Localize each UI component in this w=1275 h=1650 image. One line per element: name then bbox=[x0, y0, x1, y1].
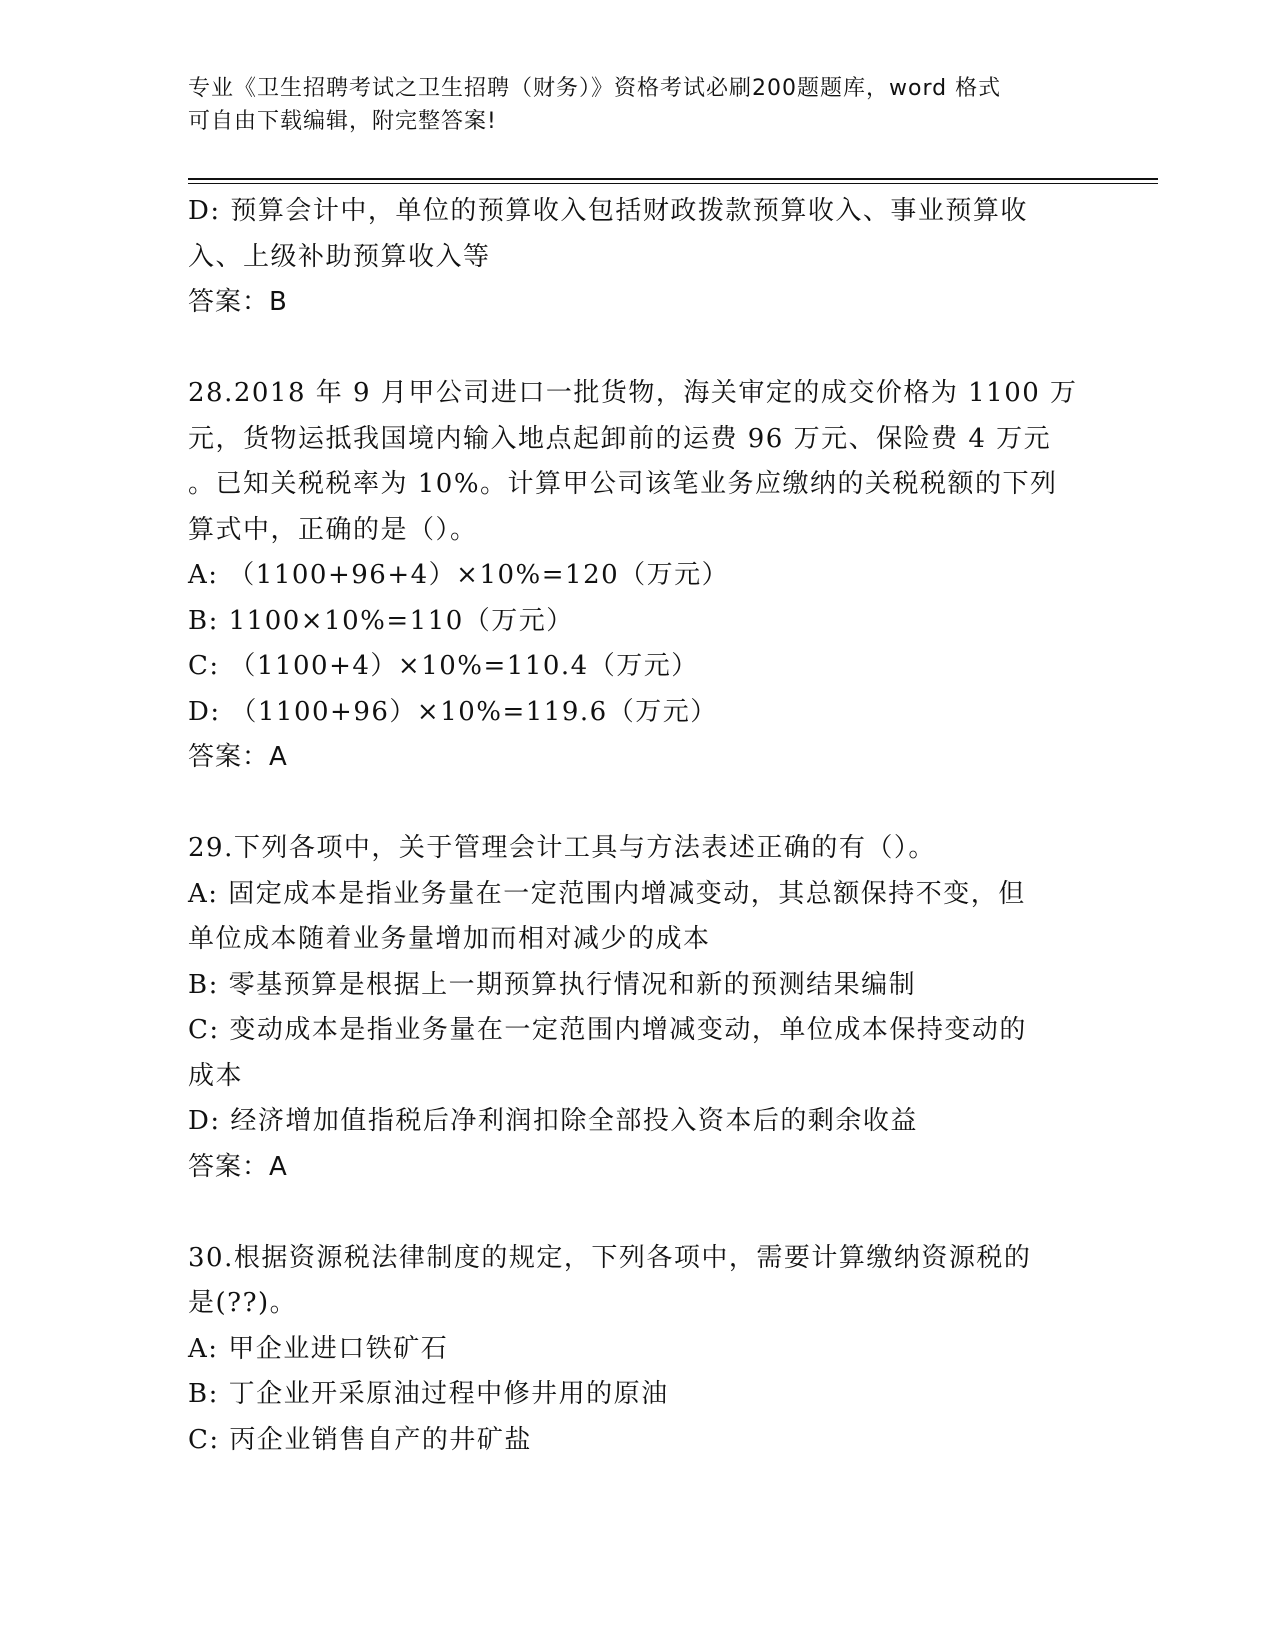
document-body bbox=[188, 189, 1088, 1463]
spacer bbox=[188, 781, 1088, 827]
option-b: B: 1100×10%=110（万元） bbox=[188, 605, 574, 636]
question-stem: 29.下列各项中，关于管理会计工具与方法表述正确的有（）。 bbox=[188, 833, 936, 863]
question-29 bbox=[188, 826, 1088, 1190]
question-27-tail bbox=[188, 189, 1088, 326]
header-line-1: 专业《卫生招聘考试之卫生招聘（财务）》资格考试必刷200题题库，word 格式 bbox=[188, 76, 1002, 101]
spacer bbox=[188, 1190, 1088, 1236]
option-b: B: 零基预算是根据上一期预算执行情况和新的预测结果编制 bbox=[188, 969, 917, 1000]
option-a: A: 甲企业进口铁矿石 bbox=[188, 1333, 449, 1364]
option-a-line-1: A: 固定成本是指业务量在一定范围内增减变动，其总额保持不变，但 bbox=[188, 878, 1026, 909]
option-b: B: 丁企业开采原油过程中修井用的原油 bbox=[188, 1379, 669, 1409]
option-d-line-1: D: 预算会计中，单位的预算收入包括财政拨款预算收入、事业预算收 bbox=[188, 196, 1028, 226]
option-a-line-2: 单位成本随着业务量增加而相对减少的成本 bbox=[188, 924, 711, 954]
answer-line: 答案：A bbox=[188, 742, 288, 772]
spacer bbox=[188, 326, 1088, 372]
header-rule-thick bbox=[188, 178, 1158, 180]
question-stem-line-2: 是(??)。 bbox=[188, 1288, 298, 1318]
option-d-line-2: 入、上级补助预算收入等 bbox=[188, 241, 491, 272]
header-rule-thin bbox=[188, 183, 1158, 184]
question-stem-line-3: 。已知关税税率为 10%。计算甲公司该笔业务应缴纳的关税税额的下列 bbox=[188, 469, 1058, 499]
answer-line: 答案：B bbox=[188, 287, 288, 317]
document-header bbox=[188, 72, 1088, 138]
option-d: D: （1100+96）×10%=119.6（万元） bbox=[188, 696, 718, 727]
option-c-line-2: 成本 bbox=[188, 1060, 244, 1091]
option-c-line-1: C: 变动成本是指业务量在一定范围内增减变动，单位成本保持变动的 bbox=[188, 1015, 1027, 1045]
question-stem-line-1: 28.2018 年 9 月甲公司进口一批货物，海关审定的成交价格为 1100 万 bbox=[188, 378, 1078, 408]
answer-line: 答案：A bbox=[188, 1151, 288, 1182]
header-line-2: 可自由下载编辑，附完整答案! bbox=[188, 109, 497, 134]
question-stem-line-4: 算式中，正确的是（）。 bbox=[188, 514, 478, 545]
question-stem-line-1: 30.根据资源税法律制度的规定，下列各项中，需要计算缴纳资源税的 bbox=[188, 1242, 1032, 1273]
question-30 bbox=[188, 1236, 1088, 1464]
option-d: D: 经济增加值指税后净利润扣除全部投入资本后的剩余收益 bbox=[188, 1106, 918, 1136]
option-a: A: （1100+96+4）×10%=120（万元） bbox=[188, 560, 730, 590]
question-stem-line-2: 元，货物运抵我国境内输入地点起卸前的运费 96 万元、保险费 4 万元 bbox=[188, 423, 1052, 454]
option-c: C: 丙企业销售自产的井矿盐 bbox=[188, 1424, 532, 1455]
option-c: C: （1100+4）×10%=110.4（万元） bbox=[188, 651, 699, 681]
question-28 bbox=[188, 371, 1088, 781]
